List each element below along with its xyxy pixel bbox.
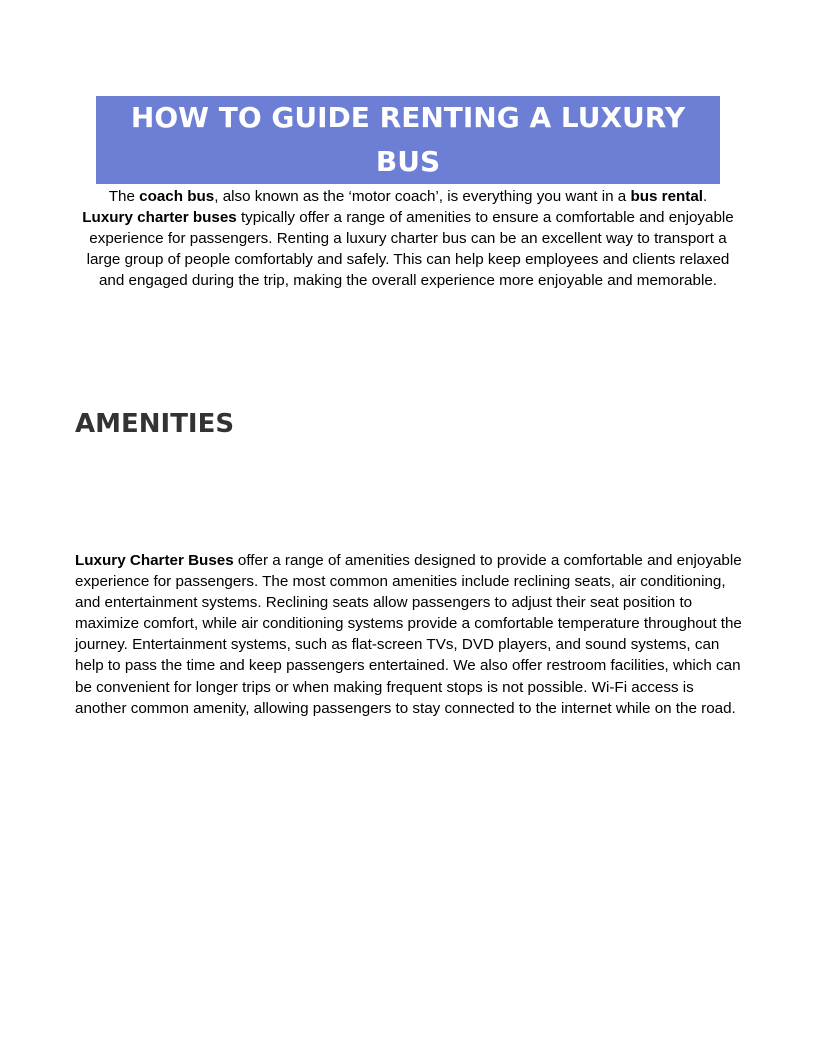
intro-text-3: . <box>703 188 708 205</box>
amenities-text: offer a range of amenities designed to provide a comfortable and enjoyable experience for passengers. The most common amenities include reclining seats, air conditioning, and entertainment systems. Reclining seats allow passengers to adjust their seat position to maximize comfort, while air conditioning systems provide a comfortable temperature throughout the journey. Entertainment systems, such as flat-screen TVs, DVD players, and sound systems, can help to pass the time and keep passengers entertained. We also offer restroom facilities, which can be convenient for longer trips or when making frequent stops is not possible. Wi-Fi access is another common amenity, allowing passengers to stay connected to the internet while on the road. <box>75 552 742 717</box>
page-title-banner <box>96 96 720 184</box>
amenities-bold-lead: Luxury Charter Buses <box>75 552 234 569</box>
intro-paragraph <box>74 186 742 291</box>
intro-text-4: typically offer a range of amenities to ensure a comfortable and enjoyable experience for passengers. Renting a luxury charter bus can be an excellent way to transport a large group of people comfortably and safely. This can help keep employees and clients relaxed and engaged during the trip, making the overall experience more enjoyable and memorable. <box>86 209 734 289</box>
page-title-line-1: HOW TO GUIDE RENTING A LUXURY <box>130 101 686 134</box>
intro-bold-luxury-charter: Luxury charter buses <box>82 209 237 226</box>
page-title <box>96 96 720 184</box>
intro-bold-coach-bus: coach bus <box>139 188 215 205</box>
intro-text-1: The <box>108 188 140 205</box>
page-title-line-2: BUS <box>375 145 441 178</box>
intro-text-2: , also known as the ‘motor coach’, is everything you want in a <box>214 188 631 205</box>
amenities-heading: AMENITIES <box>75 409 235 439</box>
intro-bold-bus-rental: bus rental <box>630 188 704 205</box>
amenities-paragraph <box>75 550 743 719</box>
